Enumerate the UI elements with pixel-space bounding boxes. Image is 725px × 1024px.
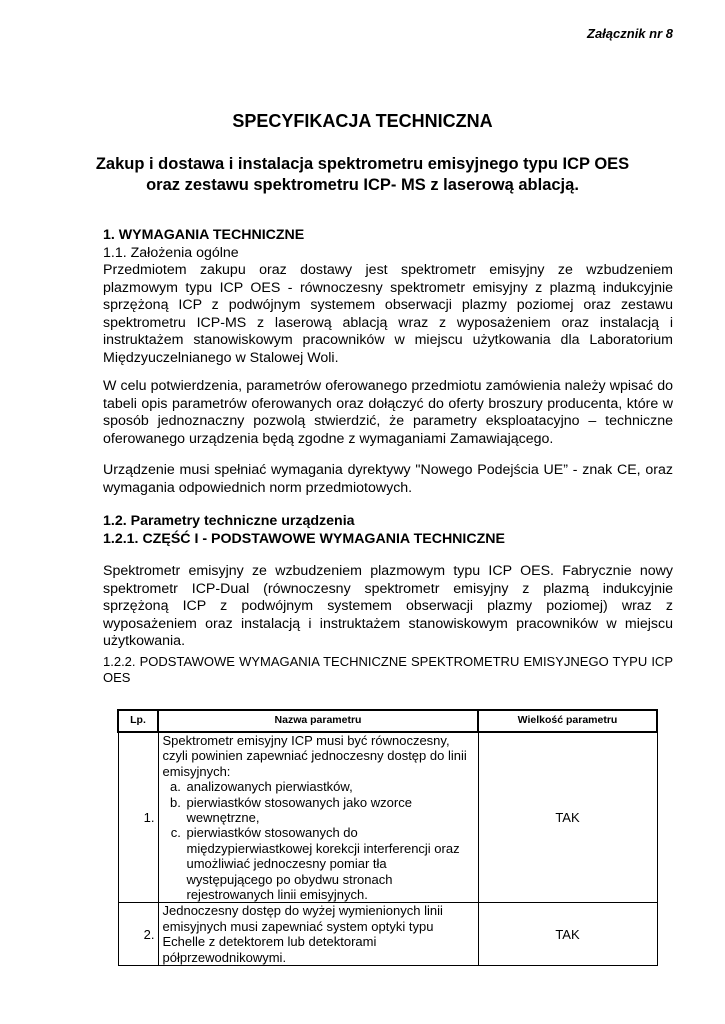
parameter-list (163, 779, 474, 902)
section-heading: 1. WYMAGANIA TECHNICZNE (103, 227, 305, 243)
parameter-name-cell: Jednoczesny dostęp do wyżej wymienionych linii emisyjnych musi zapewniać system optyki typu Echelle z detektorem lub detektorami półprzewodnikowymi. (158, 903, 478, 966)
section-technical-parameters (103, 513, 673, 548)
parameter-value-cell: TAK (478, 903, 657, 966)
list-item: a. analizowanych pierwiastków, (185, 779, 474, 794)
subtitle-line-1: Zakup i dostawa i instalacja spektrometru emisyjnego typu ICP OES (95, 155, 630, 173)
section-general-assumptions (103, 227, 673, 367)
section-subheading: 1.1. Założenia ogólne (103, 244, 239, 261)
table-row (118, 903, 657, 966)
subtitle-line-2: oraz zestawu spektrometru ICP- MS z laserową ablacją. (146, 176, 579, 194)
table-row (118, 732, 657, 903)
row-number: 2. (118, 903, 158, 966)
paragraph-spectrometer-description: Spektrometr emisyjny ze wzbudzeniem plazmowym typu ICP OES. Fabrycznie nowy spektrometr ICP-Dual (równoczesny spektrometr emisyjny z plazmą indukcyjnie sprzężoną ICP z podwójnym systemem obserwacji plazmy poziomej) wraz z wyposażeniem oraz instalacją i instruktażem stanowiskowym pracowników w miejscu użytkowania. (103, 563, 673, 649)
parameter-value-cell: TAK (478, 732, 657, 903)
section-heading: 1.2. Parametry techniczne urządzenia (103, 513, 355, 529)
annex-label: Załącznik nr 8 (587, 26, 673, 41)
specification-table (117, 709, 658, 966)
list-item: c. pierwiastków stosowanych do międzypierwiastkowej korekcji interferencji oraz umożliwiać jednoczesny pomiar tła występującego po obydwu stronach rejestrowanych linii emisyjnych. (185, 825, 474, 902)
section-paragraph: Przedmiotem zakupu oraz dostawy jest spektrometr emisyjny ze wzbudzeniem plazmowym typu ICP OES - równoczesny spektrometr emisyjny z plazmą indukcyjnie sprzężoną ICP z podwójnym systemem obserwacji plazmy poziomej oraz zestawu spektrometru ICP-MS z laserową ablacją wraz z wyposażeniem oraz instalacją i instruktażem stanowiskowym pracowników w miejscu użytkowania dla Laboratorium Międzyuczelnianego w Stalowej Woli. (103, 262, 673, 366)
paragraph-ce-requirements: Urządzenie musi spełniać wymagania dyrektywy "Nowego Podejścia UE” - znak CE, oraz wymagania odpowiednich norm przedmiotowych. (103, 462, 673, 496)
document-title: SPECYFIKACJA TECHNICZNA (232, 111, 493, 131)
document-subtitle (90, 154, 635, 196)
paragraph-confirmation: W celu potwierdzenia, parametrów oferowanego przedmiotu zamówienia należy wpisać do tabeli opis parametrów oferowanych oraz dołączyć do oferty broszury producenta, które w sposób jednoznaczny pozwolą stwierdzić, że parametry eksploatacyjno – techniczne oferowanego urządzenia będą zgodne z wymaganiami Zamawiającego. (103, 378, 673, 447)
list-item: b. pierwiastków stosowanych jako wzorce wewnętrzne, (185, 795, 474, 826)
parameter-name-cell (158, 732, 478, 903)
header-parameter-value: Wielkość parametru (478, 710, 657, 732)
header-parameter-name: Nazwa parametru (158, 710, 478, 732)
table-header-row (118, 710, 657, 732)
section-subheading: 1.2.1. CZĘŚĆ I - PODSTAWOWE WYMAGANIA TECHNICZNE (103, 530, 505, 547)
parameter-intro: Spektrometr emisyjny ICP musi być równoczesny, czyli powinien zapewniać jednoczesny dostęp do linii emisyjnych: (162, 733, 467, 779)
section-basic-requirements-heading: 1.2.2. PODSTAWOWE WYMAGANIA TECHNICZNE SPEKTROMETRU EMISYJNEGO TYPU ICP OES (103, 654, 673, 685)
header-lp: Lp. (118, 710, 158, 732)
row-number: 1. (118, 732, 158, 903)
